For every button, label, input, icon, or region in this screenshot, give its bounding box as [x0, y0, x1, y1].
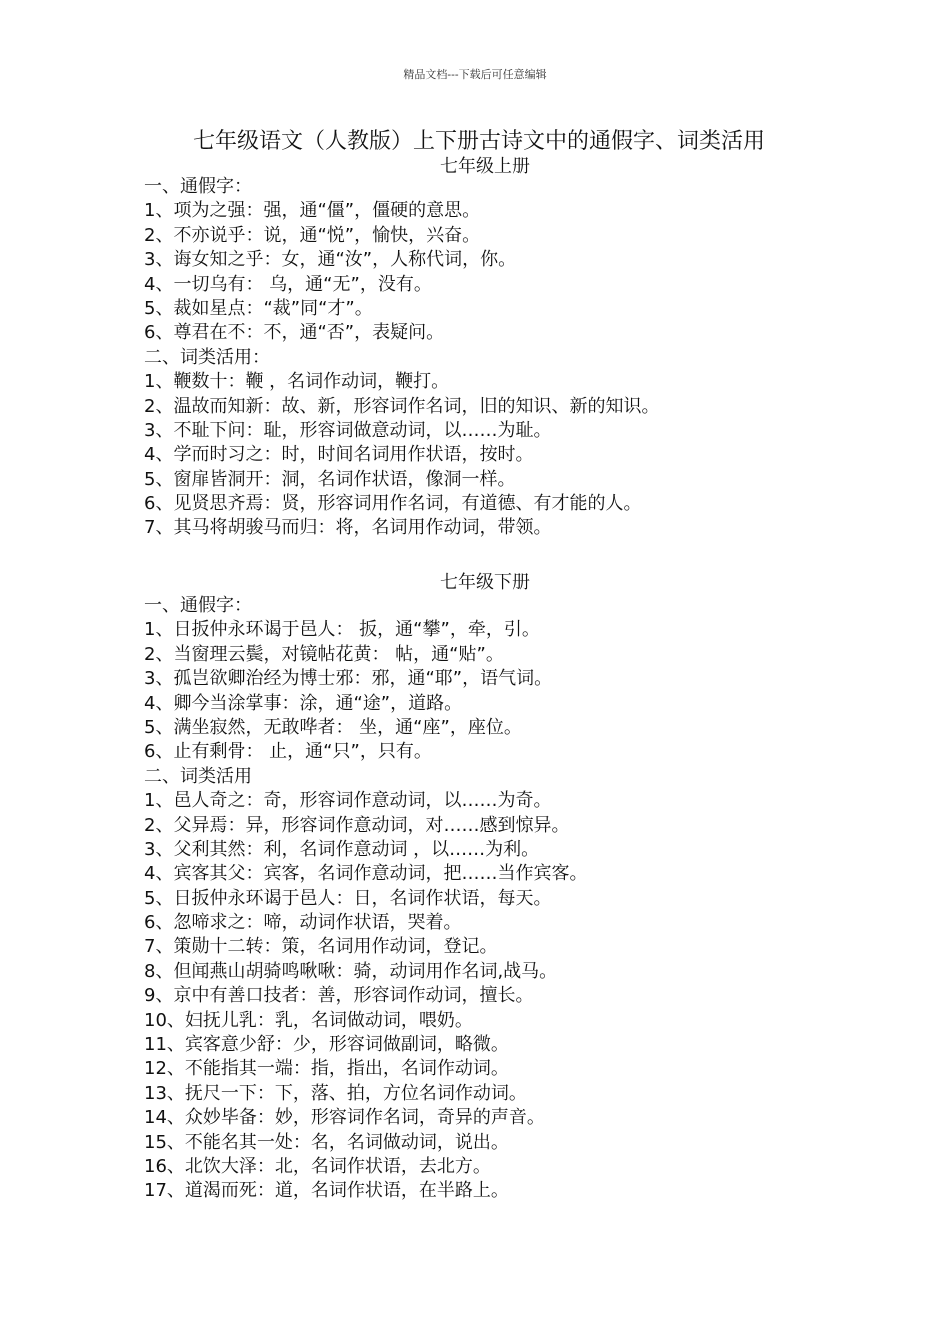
text-line: 3、父利其然：利，名词作意动词 ，以……为利。 — [144, 838, 540, 860]
text-line: 4、一切乌有： 乌，通“无”，没有。 — [144, 273, 432, 295]
text-line: 16、北饮大泽：北，名词作状语，去北方。 — [144, 1155, 491, 1177]
text-line: 6、见贤思齐焉：贤，形容词用作名词，有道德、有才能的人。 — [144, 493, 642, 515]
text-line: 9、京中有善口技者：善，形容词作动词，擅长。 — [144, 985, 534, 1007]
text-line: 4、学而时习之：时，时间名词用作状语，按时。 — [144, 444, 534, 466]
upper-content — [144, 175, 659, 541]
text-line: 5、窗扉皆洞开：洞，名词作状语，像洞一样。 — [144, 468, 516, 490]
text-line: 11、宾客意少舒：少，形容词做副词，略微。 — [144, 1034, 509, 1056]
text-line: 6、忽啼求之：啼，动词作状语，哭着。 — [144, 912, 462, 934]
text-line: 6、尊君在不：不，通“否”，表疑问。 — [144, 322, 445, 344]
text-line: 5、日扳仲永环谒于邑人：日，名词作状语，每天。 — [144, 887, 552, 909]
text-line: 一、通假字： — [144, 176, 252, 197]
text-line: 10、妇抚儿乳：乳，名词做动词，喂奶。 — [144, 1009, 473, 1031]
text-line: 5、裁如星点：“裁”同“才”。 — [144, 297, 373, 319]
text-line: 2、当窗理云鬓，对镜帖花黄： 帖，通“贴”。 — [144, 643, 504, 665]
text-line: 3、不耻下问：耻，形容词做意动词，以……为耻。 — [144, 419, 552, 441]
text-line: 二、词类活用： — [144, 346, 270, 368]
text-line: 5、满坐寂然，无敢哗者： 坐，通“座”，座位。 — [144, 716, 522, 738]
text-line: 6、止有剩骨： 止，通“只”，只有。 — [144, 741, 432, 763]
text-line: 一、通假字： — [144, 595, 252, 616]
text-line: 1、日扳仲永环谒于邑人： 扳，通“攀”，牵，引。 — [144, 619, 540, 641]
text-line: 3、孤岂欲卿治经为博士邪：邪，通“耶”，语气词。 — [144, 668, 553, 690]
text-line: 1、邑人奇之：奇，形容词作意动词，以……为奇。 — [144, 790, 552, 812]
section-heading-upper: 七年级上册 — [440, 156, 530, 177]
text-line: 8、但闻燕山胡骑鸣啾啾：骑，动词用作名词,战马。 — [144, 960, 558, 982]
text-line: 二、词类活用 — [144, 765, 252, 787]
document-title: 七年级语文（人教版）上下册古诗文中的通假字、词类活用 — [193, 129, 766, 154]
text-line: 15、不能名其一处：名，名词做动词，说出。 — [144, 1131, 509, 1153]
text-line: 12、不能指其一端：指，指出，名词作动词。 — [144, 1058, 509, 1080]
page-header: 精品文档---下载后可任意编辑 — [403, 68, 547, 81]
text-line: 1、鞭数十：鞭 ，名词作动词，鞭打。 — [144, 371, 450, 393]
text-line: 2、父异焉：异，形容词作意动词，对……感到惊异。 — [144, 814, 570, 836]
text-line: 17、道渴而死：道，名词作状语，在半路上。 — [144, 1180, 509, 1202]
text-line: 14、众妙毕备：妙，形容词作名词，奇异的声音。 — [144, 1107, 545, 1129]
text-line: 2、温故而知新：故、新，形容词作名词，旧的知识、新的知识。 — [144, 395, 660, 417]
lower-content — [144, 594, 587, 1204]
section-heading-lower: 七年级下册 — [440, 572, 530, 593]
text-line: 7、策勋十二转：策，名词用作动词，登记。 — [144, 936, 498, 958]
text-line: 3、诲女知之乎：女，通“汝”，人称代词，你。 — [144, 249, 517, 271]
text-line: 4、卿今当涂掌事：涂，通“途”，道路。 — [144, 692, 463, 714]
text-line: 1、项为之强：强，通“僵”，僵硬的意思。 — [144, 200, 481, 222]
text-line: 2、不亦说乎：说，通“悦”，愉快，兴奋。 — [144, 224, 481, 246]
text-line: 7、其马将胡骏马而归：将，名词用作动词，带领。 — [144, 517, 552, 539]
text-line: 13、抚尺一下：下，落、拍，方位名词作动词。 — [144, 1082, 527, 1104]
text-line: 4、宾客其父：宾客，名词作意动词，把……当作宾客。 — [144, 863, 588, 885]
